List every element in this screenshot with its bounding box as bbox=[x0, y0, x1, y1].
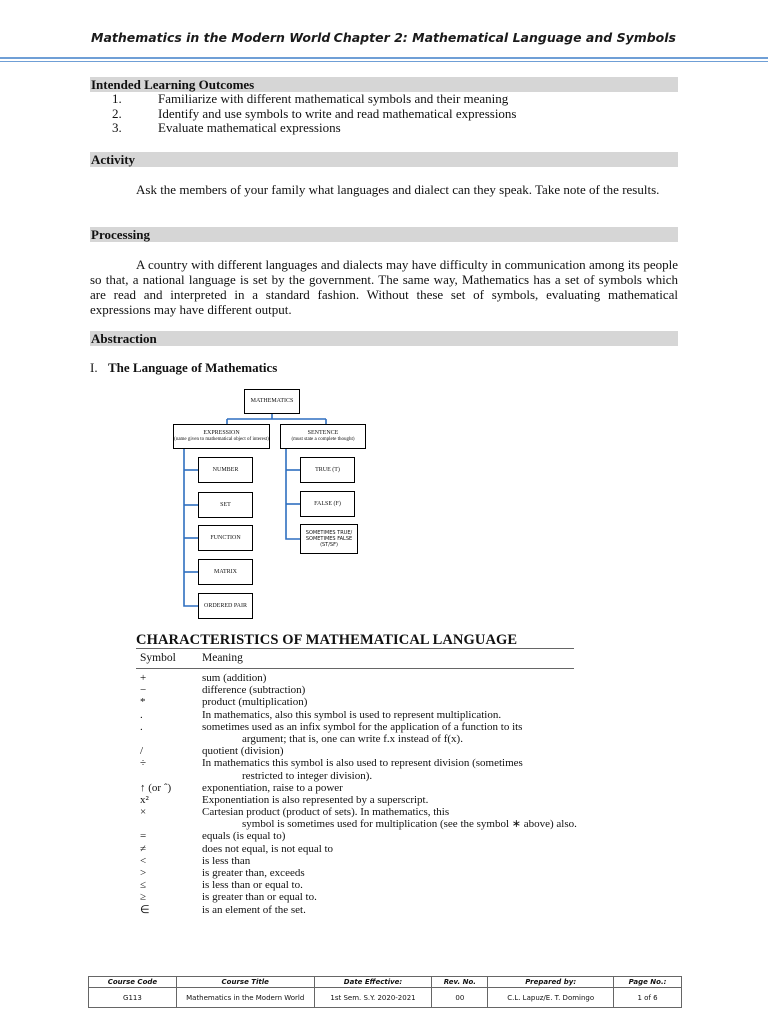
table-row bbox=[136, 867, 576, 879]
table-rule-top bbox=[136, 648, 574, 649]
activity-heading: Activity bbox=[90, 152, 678, 167]
meaning-cell: is greater than, exceeds bbox=[202, 867, 305, 879]
diagram-node-sometimes bbox=[300, 524, 358, 554]
meaning-cell: In mathematics, also this symbol is used to represent multiplication. bbox=[202, 708, 502, 721]
footer-header-cell: Course Code bbox=[89, 977, 177, 988]
diagram-sentence-box bbox=[280, 424, 366, 449]
meaning-cell: Exponentiation is also represented by a superscript. bbox=[202, 793, 429, 806]
table-row bbox=[136, 672, 576, 684]
abstraction-heading: Abstraction bbox=[90, 331, 678, 346]
symbol-cell: ≠ bbox=[140, 842, 147, 855]
symbol-cell: . bbox=[140, 720, 143, 733]
meaning-cell: Cartesian product (product of sets). In mathematics, this bbox=[202, 806, 450, 819]
diagram-node-true bbox=[300, 457, 355, 483]
meaning-cell: restricted to integer division). bbox=[242, 769, 373, 782]
meaning-cell: sometimes used as an infix symbol for the application of a function to its bbox=[202, 720, 523, 733]
meaning-cell: sum (addition) bbox=[202, 672, 267, 684]
characteristics-title: CHARACTERISTICS OF MATHEMATICAL LANGUAGE bbox=[136, 632, 518, 648]
meaning-cell: exponentiation, raise to a power bbox=[202, 781, 343, 794]
footer-table bbox=[88, 976, 682, 1008]
symbol-cell: ↑ (or ˆ) bbox=[140, 781, 172, 794]
meaning-cell: is less than bbox=[202, 854, 251, 867]
outcomes-heading: Intended Learning Outcomes bbox=[90, 77, 678, 92]
diagram-expression-note: (name given to mathematical object of interest) bbox=[174, 437, 269, 442]
section-title-text: The Language of Mathematics bbox=[108, 360, 278, 375]
diagram-root-label: MATHEMATICS bbox=[250, 398, 294, 404]
diagram-node-label: FUNCTION bbox=[210, 534, 241, 541]
meaning-cell: does not equal, is not equal to bbox=[202, 842, 334, 855]
diagram-node-label: SOMETIMES TRUE/ SOMETIMES FALSE (ST/SF) bbox=[305, 530, 353, 548]
diagram-node-label: SET bbox=[220, 501, 231, 508]
table-row bbox=[136, 794, 576, 806]
diagram-node-set bbox=[198, 492, 253, 518]
processing-heading: Processing bbox=[90, 227, 678, 242]
table-row bbox=[136, 757, 576, 769]
diagram-node-function bbox=[198, 525, 253, 551]
footer-header-cell: Prepared by: bbox=[488, 977, 614, 988]
section-number: I. bbox=[90, 360, 98, 375]
diagram-sentence-title: SENTENCE bbox=[307, 430, 339, 436]
table-row bbox=[136, 843, 576, 855]
meaning-cell: is greater than or equal to. bbox=[202, 891, 317, 904]
footer-value-cell: 1st Sem. S.Y. 2020-2021 bbox=[314, 988, 432, 1008]
table-row bbox=[136, 733, 576, 745]
table-header-meaning: Meaning bbox=[202, 652, 243, 664]
characteristics-rows bbox=[136, 672, 576, 916]
diagram-node-label: ORDERED PAIR bbox=[204, 602, 247, 609]
diagram-node-number bbox=[198, 457, 253, 483]
footer-value-cell: 00 bbox=[432, 988, 488, 1008]
outcome-number: 2. bbox=[112, 105, 122, 121]
diagram-node-label: NUMBER bbox=[212, 466, 239, 473]
footer-value-cell: Mathematics in the Modern World bbox=[176, 988, 314, 1008]
outcome-text: Familiarize with different mathematical symbols and their meaning bbox=[158, 91, 509, 106]
meaning-cell: argument; that is, one can write f.x instead of f(x). bbox=[242, 732, 463, 745]
outcome-number: 1. bbox=[112, 91, 122, 106]
diagram-node-label: TRUE (T) bbox=[315, 466, 340, 473]
symbol-cell: ≥ bbox=[140, 891, 147, 904]
diagram-node-false bbox=[300, 491, 355, 517]
table-row bbox=[136, 855, 576, 867]
footer-value-cell: G113 bbox=[89, 988, 177, 1008]
table-row bbox=[136, 830, 576, 842]
table-row bbox=[136, 709, 576, 721]
table-row bbox=[136, 696, 576, 708]
meaning-cell: In mathematics this symbol is also used to represent division (sometimes bbox=[202, 757, 523, 770]
symbol-cell: + bbox=[140, 672, 147, 684]
symbol-cell: x² bbox=[140, 793, 149, 806]
table-row bbox=[136, 770, 576, 782]
symbol-cell: ÷ bbox=[140, 757, 147, 770]
footer-header-cell: Rev. No. bbox=[432, 977, 488, 988]
meaning-cell: is an element of the set. bbox=[202, 903, 306, 916]
diagram-expression-title: EXPRESSION bbox=[203, 430, 240, 436]
diagram-node-ordered-pair bbox=[198, 593, 253, 619]
header-chapter-title: Chapter 2: Mathematical Language and Symbols bbox=[333, 30, 676, 45]
activity-text: Ask the members of your family what languages and dialect can they speak. Take note of the results. bbox=[136, 182, 660, 197]
diagram-node-matrix bbox=[198, 559, 253, 585]
footer-value-cell: 1 of 6 bbox=[614, 988, 682, 1008]
symbol-cell: = bbox=[140, 830, 147, 843]
table-row bbox=[136, 891, 576, 903]
diagram-expression-box bbox=[173, 424, 270, 449]
table-row bbox=[136, 806, 576, 818]
symbol-cell: − bbox=[140, 684, 147, 697]
footer-header-cell: Course Title bbox=[176, 977, 314, 988]
table-row bbox=[136, 684, 576, 696]
outcome-number: 3. bbox=[112, 120, 122, 135]
outcome-text: Identify and use symbols to write and read mathematical expressions bbox=[158, 105, 517, 121]
symbol-cell: < bbox=[140, 854, 147, 867]
table-row bbox=[136, 879, 576, 891]
diagram-node-label: FALSE (F) bbox=[314, 500, 341, 507]
table-row bbox=[136, 721, 576, 733]
symbol-cell: / bbox=[140, 745, 144, 758]
symbol-cell: . bbox=[140, 708, 143, 721]
footer-header-cell: Date Effective: bbox=[314, 977, 432, 988]
processing-text: A country with different languages and dialects may have difficulty in communication among its people so that, a national language is set by the government. The same way, Mathematics has a set of symbols which are read and interpreted in a standard fashion. Without these set of symbols, evaluating mathematical expressions may have different output. bbox=[90, 257, 678, 317]
meaning-cell: difference (subtraction) bbox=[202, 684, 306, 697]
footer-header-cell: Page No.: bbox=[614, 977, 682, 988]
diagram-sentence-note: (must state a complete thought) bbox=[291, 437, 355, 442]
diagram-root-box bbox=[244, 389, 300, 414]
meaning-cell: is less than or equal to. bbox=[202, 879, 303, 892]
meaning-cell: product (multiplication) bbox=[202, 696, 308, 709]
table-header-symbol: Symbol bbox=[140, 652, 176, 664]
table-rule-header bbox=[136, 668, 574, 669]
symbol-cell: * bbox=[140, 696, 146, 709]
symbol-cell: ≤ bbox=[140, 879, 147, 892]
symbol-cell: > bbox=[140, 867, 147, 879]
diagram-node-label: MATRIX bbox=[213, 568, 237, 575]
symbol-cell: ∈ bbox=[140, 903, 150, 916]
symbol-cell: × bbox=[140, 806, 147, 819]
table-row bbox=[136, 818, 576, 830]
meaning-cell: quotient (division) bbox=[202, 745, 284, 758]
table-row bbox=[136, 904, 576, 916]
outcome-text: Evaluate mathematical expressions bbox=[158, 120, 341, 135]
header-course-title: Mathematics in the Modern World bbox=[91, 30, 331, 45]
table-row bbox=[136, 782, 576, 794]
table-row bbox=[136, 745, 576, 757]
footer-value-cell: C.L. Lapuz/E. T. Domingo bbox=[488, 988, 614, 1008]
meaning-cell: symbol is sometimes used for multiplication (see the symbol ∗ above) also. bbox=[242, 818, 577, 831]
meaning-cell: equals (is equal to) bbox=[202, 830, 286, 843]
